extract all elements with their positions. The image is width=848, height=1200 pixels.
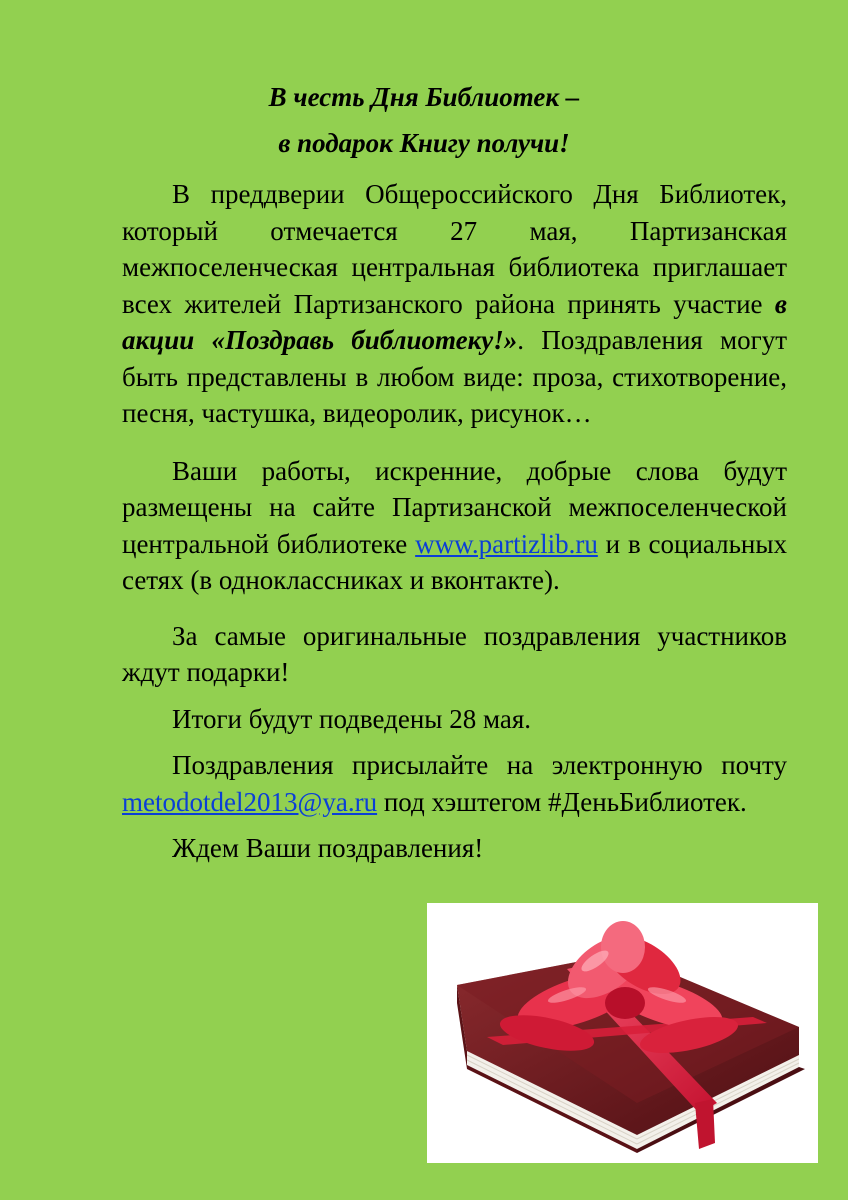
announcement-text: В преддверии Общероссийского Дня Библиотек, который отмечается 27 мая, Партизанская межпоселенческая центральная библиотека приглашает всех жителей Партизанского района принять участие bbox=[122, 179, 787, 319]
publication-text-continued: и в социальных сетях (в одноклассниках и вконтакте). bbox=[122, 528, 788, 595]
paragraph-closing: Ждем Ваши поздравления! bbox=[172, 833, 484, 863]
body-text bbox=[122, 176, 787, 867]
title-line-2: в подарок Книгу получи! bbox=[278, 128, 570, 158]
website-link[interactable]: www.partizlib.ru bbox=[415, 528, 598, 559]
paragraph-results: Итоги будут подведены 28 мая. bbox=[172, 703, 532, 734]
publication-text: Ваши работы, искренние, добрые слова будут размещены на сайте Партизанской межпоселенческой центральной библиотеке bbox=[122, 455, 787, 559]
paragraph-prizes: За самые оригинальные поздравления участников ждут подарки! bbox=[122, 620, 787, 687]
campaign-name: в акции «Поздравь библиотеку!» bbox=[122, 288, 787, 355]
email-link[interactable]: metodotdel2013@ya.ru bbox=[122, 786, 378, 817]
paragraph-announcement bbox=[122, 176, 787, 432]
title-line-1: В честь Дня Библиотек – bbox=[268, 82, 580, 112]
gift-book-image bbox=[427, 903, 818, 1163]
paragraph-publication bbox=[122, 453, 787, 599]
email-text-continued: под хэштегом #ДеньБиблиотек. bbox=[377, 786, 747, 817]
announcement-text-continued: . Поздравления могут быть представлены в любом виде: проза, стихотворение, песня, частушка, видеоролик, рисунок… bbox=[122, 325, 788, 428]
paragraph-email bbox=[122, 747, 787, 820]
email-text: Поздравления присылайте на электронную почту bbox=[172, 750, 787, 780]
gift-book-icon bbox=[427, 903, 818, 1163]
